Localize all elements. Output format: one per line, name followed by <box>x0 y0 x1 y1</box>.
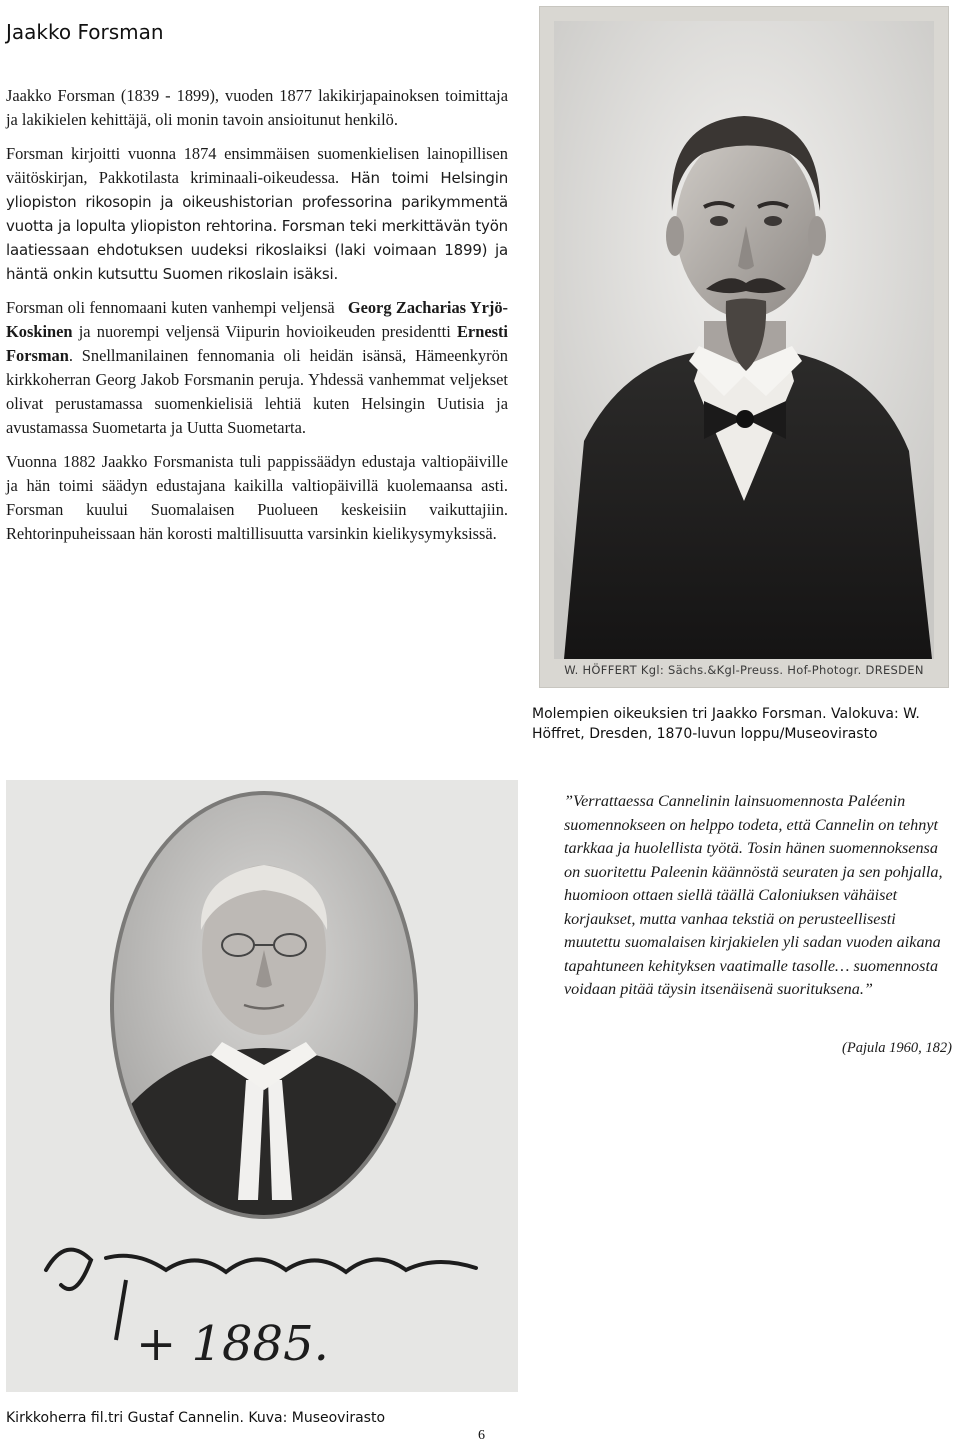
forsman-portrait-illustration <box>554 21 934 659</box>
family-text-2: ja nuorempi veljensä Viipurin hovioikeuden presidentti <box>78 322 451 341</box>
paragraph-career-thesis: Forsman kirjoitti vuonna 1874 ensimmäisen suomenkielisen lainopillisen väitöskirjan, Pakkotilasta kriminaali-oikeudessa. <box>6 144 508 187</box>
family-name-ernesti: Ernesti Forsman <box>6 322 508 365</box>
cannelin-death-year: + 1885. <box>136 1316 329 1372</box>
forsman-photo-caption: Molempien oikeuksien tri Jaakko Forsman. Valokuva: W. Höffret, Dresden, 1870-luvun loppu/Museovirasto <box>532 706 920 742</box>
paragraph-intro: Jaakko Forsman (1839 - 1899), vuoden 1877 lakikirjapainoksen toimittaja ja lakikielen kehittäjä, oli monin tavoin ansioitunut henkilö. <box>6 86 508 129</box>
page-title: Jaakko Forsman <box>6 20 164 44</box>
paragraph-family <box>6 296 508 440</box>
paragraph-parliament: Vuonna 1882 Jaakko Forsmanista tuli pappissäädyn edustaja valtiopäiville ja hän toimi säädyn edustajana kaikilla valtiopäivillä kuolemaansa asti. Forsman kuului Suomalaisen Puolueen keskeisiin vaikuttajiin. Rehtorinpuheissaan hän korosti maltillisuutta varsinkin kielikysymyksissä. <box>6 452 508 543</box>
article-body <box>6 84 508 556</box>
forsman-photo-card <box>539 6 949 688</box>
quote-block: ”Verrattaessa Cannelinin lainsuomennosta Paléenin suomennokseen on helppo todeta, että Cannelin on tehnyt tarkkaa ja huolellista työtä. Tosin hänen suomennoksensa on suoritettu Paleenin käännöstä seuraten ja sen pohjalla, huomioon ottaen siellä täällä Caloniuksen vähäiset korjaukset, mutta vanhaa tekstiä on perusteellisesti muutettu suomalaisen kirjakielen yli sadan vuoden aikana tapahtuneen kehityksen vaatimalle tasolle… suomennosta voidaan pitää täysin itsenäisenä suorituksena.” <box>564 792 943 998</box>
forsman-portrait <box>554 21 934 659</box>
photo-studio-imprint: W. HÖFFERT Kgl: Sächs.&Kgl-Preuss. Hof-Photogr. DRESDEN <box>564 663 924 677</box>
family-text-1: Forsman oli fennomaani kuten vanhempi veljensä <box>6 298 335 317</box>
family-text-3: . Snellmanilainen fennomania oli heidän isänsä, Hämeenkyrön kirkkoherran Georg Jakob Forsmanin peruja. Yhdessä vanhemmat veljekset olivat perustamassa suomenkielisiä lehtiä kuten Helsingin Uutisia ja avustamassa Suometarta ja Uutta Suometarta. <box>6 346 508 437</box>
family-name-georg: Georg Zacharias Yrjö-Koskinen <box>6 298 509 341</box>
page-number: 6 <box>478 1428 485 1443</box>
quote-source: (Pajula 1960, 182) <box>842 1040 952 1056</box>
cannelin-portrait-illustration <box>6 780 518 1392</box>
cannelin-portrait-card <box>6 780 518 1392</box>
paragraph-career-professor: Hän toimi Helsingin yliopiston rikosopin ja oikeushistorian professorina parikymmentä vuotta ja lopulta yliopiston rehtorina. Forsman teki merkittävän työn laatiessaan ehdotuksen uudeksi rikoslaiksi (laki voimaan 1899) ja häntä onkin kutsuttu Suomen rikoslain isäksi. <box>6 169 508 283</box>
paragraph-career <box>6 142 508 286</box>
cannelin-photo-caption: Kirkkoherra fil.tri Gustaf Cannelin. Kuva: Museovirasto <box>6 1410 386 1426</box>
